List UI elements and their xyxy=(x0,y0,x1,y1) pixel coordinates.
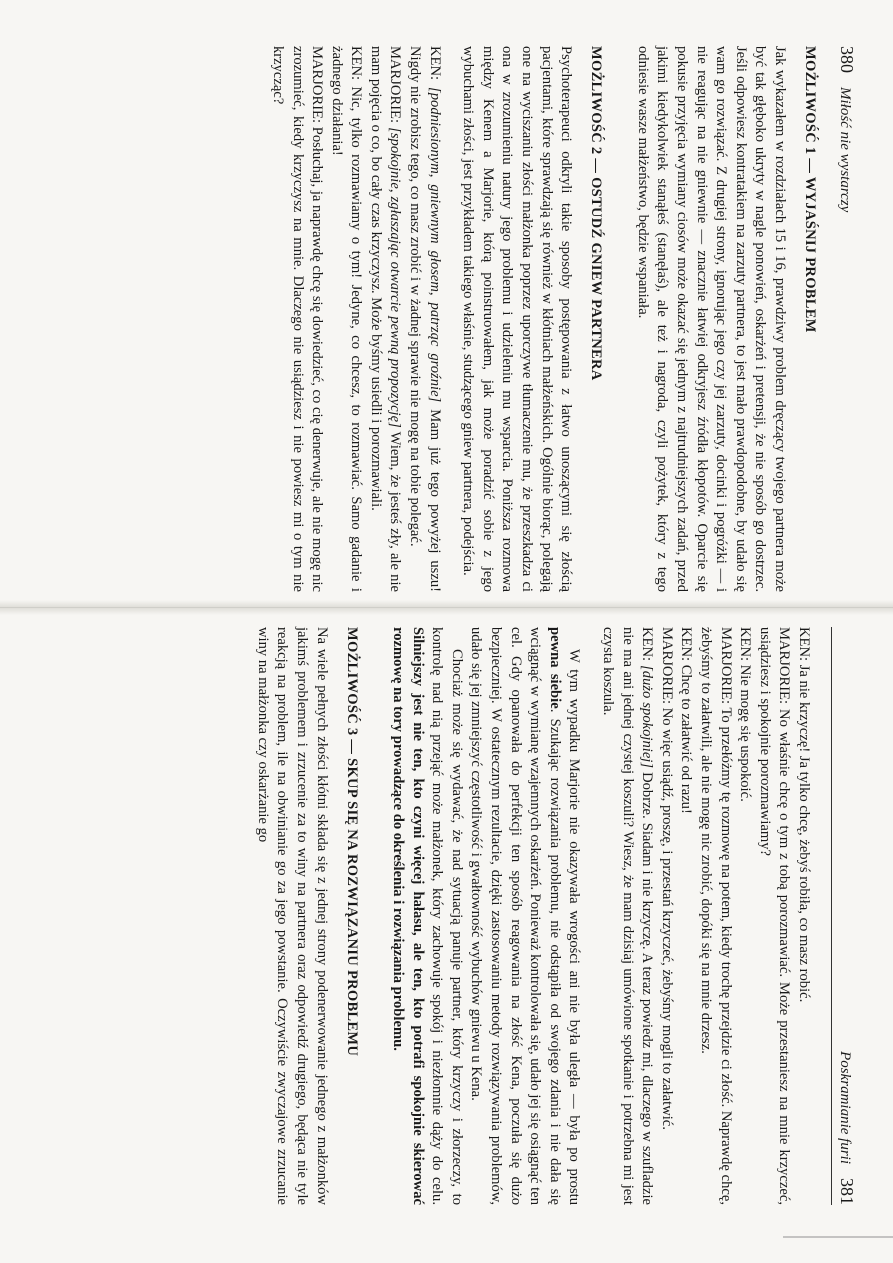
line-text: Nie mogę się uspokoić. xyxy=(737,664,754,802)
dialogue-right xyxy=(597,627,813,1205)
line-text: To przełóżmy tę rozmowę na potem, kiedy trochę przejdzie ci złość. Naprawdę chcę, żebyśmy to załatwili, ale nie mogę nic zrobić, dopóki się na mnie drzesz. xyxy=(698,627,734,1205)
left-page xyxy=(0,40,893,600)
dialogue-line xyxy=(326,46,365,592)
line-text: Nic, tylko rozmawiamy o tym! Jedyne, co chcesz, to rozmawiać. Samo gadanie i żadnego działania! xyxy=(328,46,365,592)
speaker: KEN: xyxy=(426,46,443,81)
dialogue-line xyxy=(267,46,326,592)
line-text: Ja nie krzyczę! Ja tylko chcę, żebyś robiła, co masz robić. xyxy=(796,664,812,1003)
dialogue-line xyxy=(754,627,793,1205)
paragraph-marjorie-assertive: W tym wypadku Marjorie nie okazywała wrogości ani nie była uległa — była po prostu pewna siebie. Szukając rozwiązania problemu, nie odstąpiła od swojego zdania i nie dała się wciągnąć w wymianę wzajemnych oskarżeń. Ponieważ kontrolowała się, udało jej się osiągnąć ten cel. Gdy opanowała do perfekcji ten sposób reagowania na złość Kena, poczuła się dużo bezpieczniej. W ostatecznym rezultacie, dzięki zastosowaniu metody rozwiązywania problemów, udało się jej zmniejszyć częstotliwość i gwałtowność wybuchów gniewu u Kena. xyxy=(468,627,583,1205)
speaker: MARJORIE: xyxy=(658,627,675,705)
dialogue-line xyxy=(695,627,734,1205)
speaker: KEN: xyxy=(737,627,754,662)
speaker: KEN: xyxy=(796,627,812,662)
line-text: No więc usiądź, proszę, i przestań krzyczeć, żebyśmy mogli to załatwić. xyxy=(658,707,675,1130)
section-2-heading: MOŻLIWOŚĆ 2 — OSTUDŹ GNIEW PARTNERA xyxy=(588,46,605,381)
running-title-right: Poskramianie furii xyxy=(837,1051,853,1164)
section-2-paragraph: Psychoterapeuci odkryli takie sposoby postępowania z łatwo unoszącymi się złością pacjentami, które sprawdzają się również w kłótniach małżeńskich. Ogólnie biorąc, polegają one na wyciszaniu złości małżonka poprzez uporczywe tłumaczenie mu, że przeszkadza ci ona w zrozumieniu natury jego problemu i udzieleniu mu wsparcia. Poniższa rozmowa między Kenem a Marjorie, którą poinstruowałem, jak może poradzić sobie z jego wybuchami złości, jest przykładem takiego właśnie, studzącego gniew partnera, podejścia. xyxy=(460,46,575,592)
line-text: Wiem, że jesteś zły, ale nie mam pojęcia o co, bo cały czas krzyczysz. Może byśmy usiedli i porozmawiali. xyxy=(367,46,404,592)
line-text: Dobrze. Siadam i nie krzyczę. A teraz powiedz mi, dlaczego w szufladzie nie ma ani jednej czystej koszuli? Wiesz, że mam dzisiaj umówione spotkanie i potrzebna mi jest czysta koszula. xyxy=(600,627,656,1205)
stage-direction: [dużo spokojniej] xyxy=(639,665,656,769)
dialogue-line xyxy=(676,627,696,1205)
section-3-paragraph: Na wiele pełnych złości kłótni składa się z jednej strony podenerwowanie jednego z małżonków jakimś problemem i zrzucenie za to winy na partnera oraz odpowiedź drugiego, będąca nie tyle reakcją na problem, ile na obwinianie go za jego powstanie. Oczywiście zwyczajowe zrzucanie winy na małżonka czy oskarżanie go xyxy=(254,627,330,1205)
line-text: Chcę to załatwić od razu! xyxy=(678,664,695,814)
right-page xyxy=(0,615,893,1215)
speaker: KEN: xyxy=(348,46,365,81)
section-1-paragraph: Jak wykazałem w rozdziałach 15 i 16, prawdziwy problem dręczący twojego partnera może być tak głęboko ukryty w nagle ponowień, oskarżeń i pretensji, że nie sposób go dostrzec. Jeśli odpowiesz kontratakiem na zarzuty partnera, to jest mało prawdopodobne, by udało się wam go rozwiązać. Z drugiej strony, ignorując jego czy jej zarzuty, docinki i pogróżki — i nie reagując na nie gniewnie — znacznie łatwiej odkryjesz źródła kłopotów. Oparcie się pokusie przyjęcia wymiany ciosów może okazać się jednym z najtrudniejszych zadań, przed jakimi kiedykolwiek stanąłeś (stanęłaś), ale też i nagroda, czyli pożytek, który z tego odniesie wasze małżeństwo, będzie wspaniała. xyxy=(634,46,788,592)
speaker: KEN: xyxy=(678,627,695,662)
dialogue-line xyxy=(793,627,813,1205)
line-text: No właśnie chcę o tym z tobą porozmawiać. Może przestaniesz na mnie krzyczeć, usiądziesz i spokojnie porozmawiamy? xyxy=(756,627,793,1205)
speaker: KEN: xyxy=(639,627,656,662)
dialogue-line xyxy=(735,627,755,1205)
speaker: MARJORIE: xyxy=(387,46,404,124)
dialogue-line xyxy=(365,46,404,592)
dialogue-left xyxy=(267,46,443,592)
dialogue-line xyxy=(405,46,444,592)
running-title-left: Miłość nie wystarczy xyxy=(837,87,853,213)
page-number-right: 381 xyxy=(837,1178,857,1205)
paragraph-control: Chociaż może się wydawać, że nad sytuacją panuje partner, który krzyczy i złorzeczy, to kontrolę nad nią przejąć może małżonek, który zachowuje spokój i niezłomnie dąży do celu. Silniejszy jest nie ten, kto czyni więcej hałasu, ale ten, kto potrafi spokojnie skierować rozmowę na tory prowadzące do określenia i rozwiązania problemu. xyxy=(390,627,465,1205)
scan-edge xyxy=(783,1236,893,1238)
dialogue-line xyxy=(656,627,676,1205)
line-text: Mam już tego powyżej uszu! Nigdy nie zrobisz tego, co masz zrobić i w żadnej sprawie nie mogę na tobie polegać. xyxy=(407,46,443,592)
dialogue-line xyxy=(597,627,656,1205)
line-text: Posłuchaj, ja naprawdę chcę się dowiedzieć, co cię denerwuje, ale nie mogę nic zrozumieć, kiedy krzyczysz na mnie. Dlaczego nie usiądziesz i nie powiesz mi o tym nie krzycząc? xyxy=(269,46,326,592)
speaker: MARJORIE: xyxy=(776,627,793,705)
section-1-heading: MOŻLIWOŚĆ 1 — WYJAŚNIJ PROBLEM xyxy=(802,46,818,333)
left-running-head xyxy=(836,46,857,592)
stage-direction: [spokojnie, zgłaszając otwarcie pewną propozycję] xyxy=(387,127,404,428)
speaker: MARJORIE: xyxy=(309,46,326,124)
right-running-head xyxy=(831,627,857,1205)
stage-direction: [podniesionym, gniewnym głosem, patrząc groźnie] xyxy=(426,87,443,403)
section-3-heading: MOŻLIWOŚĆ 3 — SKUP SIĘ NA ROZWIĄZANIU PROBLEMU xyxy=(343,627,360,1057)
page-number-left: 380 xyxy=(837,46,857,73)
speaker: MARJORIE: xyxy=(717,627,734,705)
book-gutter xyxy=(0,600,893,615)
